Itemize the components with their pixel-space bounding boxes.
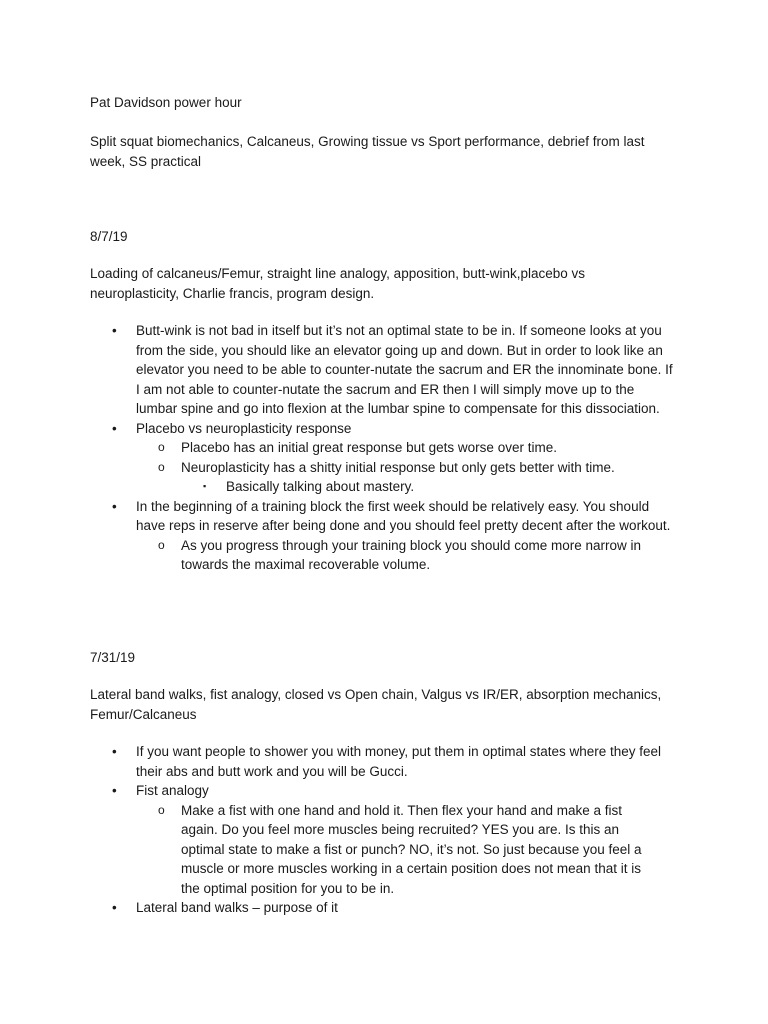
list-item-text: Placebo vs neuroplasticity response: [136, 420, 352, 436]
list-item-text: Butt-wink is not bad in itself but it’s not an optimal state to be in. If someone looks at you from the side, you should like an elevator going up and down. But in order to look like an elevator you need to be able to counter-nutate the sacrum and ER the innominate bone. If I am not able to counter-nutate the sacrum and ER then I will simply move up to the lumbar spine and go into flexion at the lumbar spine to compensate for this dissociation.: [136, 323, 673, 416]
list-item: [0, 781, 768, 801]
notes-list-1: [0, 321, 768, 575]
bullet-marker: •: [112, 744, 117, 759]
sub-list-item: [0, 438, 768, 458]
bullet-marker: •: [112, 323, 117, 338]
list-item: [0, 321, 768, 419]
list-item-text: If you want people to shower you with money, put them in optimal states where they feel their abs and butt work and you will be Gucci.: [136, 744, 662, 779]
sub-list-item: [0, 801, 768, 899]
bullet-marker: •: [112, 783, 117, 798]
sub-bullet-marker: o: [158, 802, 165, 817]
session-topics-1: Loading of calcaneus/Femur, straight line analogy, apposition, butt-wink,placebo vs neuroplasticity, Charlie francis, program design.: [90, 266, 586, 301]
sub-sub-list-item: [0, 477, 768, 497]
bullet-marker: •: [112, 498, 117, 514]
list-item: [0, 497, 768, 536]
list-item-text: As you progress through your training block you should come more narrow in towards the maximal recoverable volume.: [181, 537, 641, 572]
intro-topics: Split squat biomechanics, Calcaneus, Growing tissue vs Sport performance, debrief from last week, SS practical: [90, 134, 645, 169]
list-item-text: Lateral band walks – purpose of it: [136, 900, 338, 915]
list-item-text: Neuroplasticity has a shitty initial response but only gets better with time.: [181, 459, 615, 475]
list-item-text: Fist analogy: [136, 783, 209, 798]
bullet-marker: •: [112, 900, 117, 915]
session-date-2: 7/31/19: [90, 650, 136, 665]
sub-bullet-marker: o: [158, 440, 165, 454]
sub-list-item: [0, 536, 768, 575]
list-item: [0, 898, 768, 918]
session-topics-2: Lateral band walks, fist analogy, closed vs Open chain, Valgus vs IR/ER, absorption mechanics, Femur/Calcaneus: [90, 687, 662, 722]
square-bullet-marker: ▪: [203, 481, 207, 491]
list-item-text: Basically talking about mastery.: [226, 479, 415, 494]
sub-bullet-marker: o: [158, 537, 165, 552]
sub-bullet-marker: o: [158, 459, 165, 474]
notes-list-2: [0, 742, 768, 918]
list-item: [0, 742, 768, 781]
sub-list-item: [0, 458, 768, 478]
list-item-text: In the beginning of a training block the first week should be relatively easy. You should have reps in reserve after being done and you should feel pretty decent after the workout.: [136, 498, 671, 533]
document-title: Pat Davidson power hour: [90, 95, 242, 110]
bullet-marker: •: [112, 420, 117, 436]
list-item-text: Placebo has an initial great response but gets worse over time.: [181, 440, 557, 455]
list-item: [0, 419, 768, 439]
list-item-text: Make a fist with one hand and hold it. Then flex your hand and make a fist again. Do you feel more muscles being recruited? YES you are. Is this an optimal state to make a fist or punch? NO, it’s not. So just because you feel a muscle or more muscles working in a certain position does not mean that it is the optimal position for you to be in.: [181, 802, 642, 896]
session-date-1: 8/7/19: [90, 229, 128, 244]
